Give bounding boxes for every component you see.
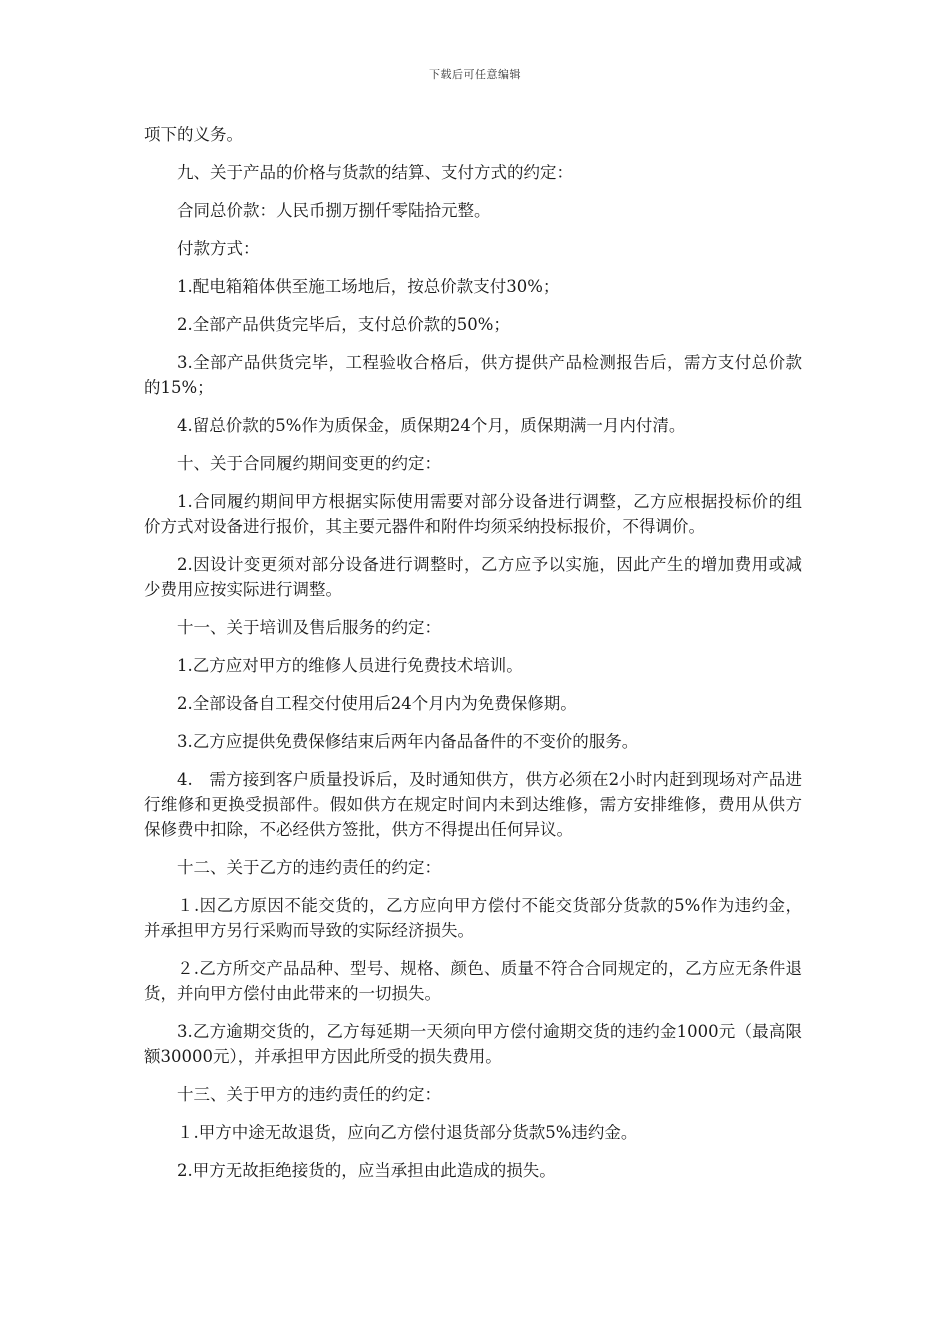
page-header-note: 下载后可任意编辑: [429, 68, 521, 81]
service-item-4: 4. 需方接到客户质量投诉后，及时通知供方，供方必须在2小时内赶到现场对产品进行维修和更换受损部件。假如供方在规定时间内未到达维修，需方安排维修，费用从供方保修费中扣除，不必经供方签批，供方不得提出任何异议。: [144, 770, 802, 839]
payment-item-3: 3.全部产品供货完毕，工程验收合格后，供方提供产品检测报告后，需方支付总价款的15%；: [144, 353, 802, 397]
section-heading-10: 十、关于合同履约期间变更的约定：: [177, 454, 441, 473]
paragraph-total-price: 合同总价款：人民币捌万捌仟零陆拾元整。: [177, 201, 491, 220]
payment-item-2: 2.全部产品供货完毕后，支付总价款的50%；: [177, 315, 510, 334]
party-a-liability-1: １.甲方中途无故退货，应向乙方偿付退货部分货款5%违约金。: [177, 1123, 638, 1142]
service-item-1: 1.乙方应对甲方的维修人员进行免费技术培训。: [177, 656, 523, 675]
party-b-liability-2: ２.乙方所交产品品种、型号、规格、颜色、质量不符合合同规定的，乙方应无条件退货，并向甲方偿付由此带来的一切损失。: [144, 959, 802, 1003]
payment-item-4: 4.留总价款的5%作为质保金，质保期24个月，质保期满一月内付清。: [177, 416, 686, 435]
service-item-3: 3.乙方应提供免费保修结束后两年内备品备件的不变价的服务。: [177, 732, 639, 751]
payment-item-1: 1.配电箱箱体供至施工场地后，按总价款支付30%；: [177, 277, 560, 296]
section-heading-9: 九、关于产品的价格与货款的结算、支付方式的约定：: [177, 163, 573, 182]
section-heading-11: 十一、关于培训及售后服务的约定：: [177, 618, 441, 637]
party-a-liability-2: 2.甲方无故拒绝接货的，应当承担由此造成的损失。: [177, 1161, 556, 1180]
service-item-2: 2.全部设备自工程交付使用后24个月内为免费保修期。: [177, 694, 577, 713]
change-item-1: 1.合同履约期间甲方根据实际使用需要对部分设备进行调整，乙方应根据投标价的组价方式对设备进行报价，其主要元器件和附件均须采纳投标报价，不得调价。: [144, 492, 802, 536]
change-item-2: 2.因设计变更须对部分设备进行调整时，乙方应予以实施，因此产生的增加费用或减少费用应按实际进行调整。: [144, 555, 802, 599]
paragraph-payment-method: 付款方式：: [177, 239, 260, 258]
section-heading-13: 十三、关于甲方的违约责任的约定：: [177, 1085, 441, 1104]
paragraph-continuation: 项下的义务。: [144, 125, 243, 144]
party-b-liability-3: 3.乙方逾期交货的，乙方每延期一天须向甲方偿付逾期交货的违约金1000元（最高限额30000元），并承担甲方因此所受的损失费用。: [144, 1022, 802, 1066]
contract-body: [144, 122, 802, 1196]
party-b-liability-1: １.因乙方原因不能交货的，乙方应向甲方偿付不能交货部分货款的5%作为违约金，并承担甲方另行采购而导致的实际经济损失。: [144, 896, 802, 940]
section-heading-12: 十二、关于乙方的违约责任的约定：: [177, 858, 441, 877]
